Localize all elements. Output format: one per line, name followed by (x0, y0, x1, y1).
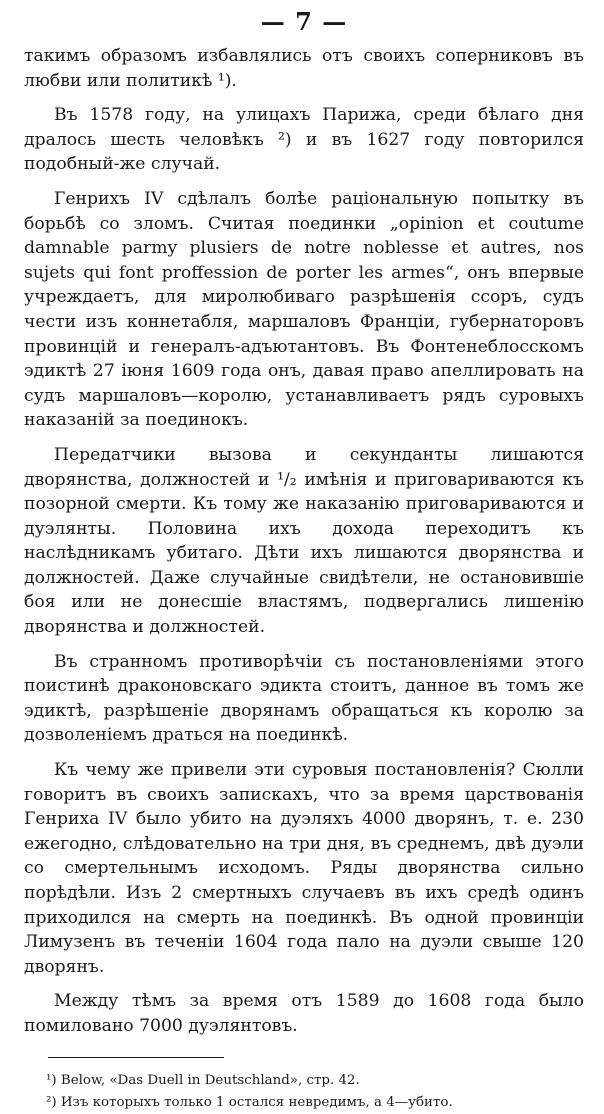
paragraph: Генрихъ IV сдѣлалъ болѣе раціональную попытку въ борьбѣ со зломъ. Считая поединки „opinion et coutume damnable parmy plusiers de notre noblesse et autres, nos sujets qui font proffession de porter les armes“, онъ впервые учреждаетъ, для миролюбиваго разрѣшенія ссоръ, судъ чести изъ коннетабля, маршаловъ Франціи, губернаторовъ провинцій и генералъ-адъютантовъ. Въ Фонтенеблосскомъ эдиктѣ 27 іюня 1609 года онъ, давая право апеллировать на судъ маршаловъ—королю, устанавливаетъ рядъ суровыхъ наказаній за поединокъ. (24, 188, 584, 431)
paragraph: Въ странномъ противорѣчіи съ постановленіями этого поистинѣ драконовскаго эдикта стоитъ, данное въ томъ же эдиктѣ, разрѣшеніе дворянамъ обращаться къ королю за дозволеніемъ драться на поединкѣ. (24, 651, 584, 746)
footnote: ²) Изъ которыхъ только 1 остался невредимъ, а 4—убито. (46, 1094, 453, 1110)
footnote-divider (48, 1057, 224, 1058)
body-text (24, 44, 584, 1039)
footnote: ¹) Below, «Das Duell in Deutschland», стр. 42. (46, 1072, 360, 1088)
page-number: — 7 — (260, 7, 348, 36)
paragraph: Къ чему же привели эти суровыя постановленія? Сюлли говоритъ въ своихъ запискахъ, что за время царствованія Генриха IV было убито на дуэляхъ 4000 дворянъ, т. е. 230 ежегодно, слѣдовательно на три дня, въ среднемъ, двѣ дуэли со смертельнымъ исходомъ. Ряды дворянства сильно порѣдѣли. Изъ 2 смертныхъ случаевъ въ ихъ средѣ одинъ приходился на смерть на поединкѣ. Въ одной провинціи Лимузенъ въ теченіи 1604 года пало на дуэли свыше 120 дворянъ. (24, 760, 584, 977)
footnotes (24, 1070, 584, 1114)
paragraph: такимъ образомъ избавлялись отъ своихъ соперниковъ въ любви или политикѣ ¹). (24, 46, 584, 91)
paragraph: Передатчики вызова и секунданты лишаются дворянства, должностей и ¹/₂ имѣнія и приговариваются къ позорной смерти. Къ тому же наказанію приговариваются и дуэлянты. Половина ихъ дохода переходитъ къ наслѣдникамъ убитаго. Дѣти ихъ лишаются дворянства и должностей. Даже случайные свидѣтели, не остановившіе боя или не донесшіе властямъ, подвергались лишенію дворянства и должностей. (24, 444, 584, 638)
paragraph: Между тѣмъ за время отъ 1589 до 1608 года было помиловано 7000 дуэлянтовъ. (24, 991, 584, 1036)
paragraph: Въ 1578 году, на улицахъ Парижа, среди бѣлаго дня дралось шесть человѣкъ ²) и въ 1627 году повторился подобный-же случай. (24, 105, 584, 175)
